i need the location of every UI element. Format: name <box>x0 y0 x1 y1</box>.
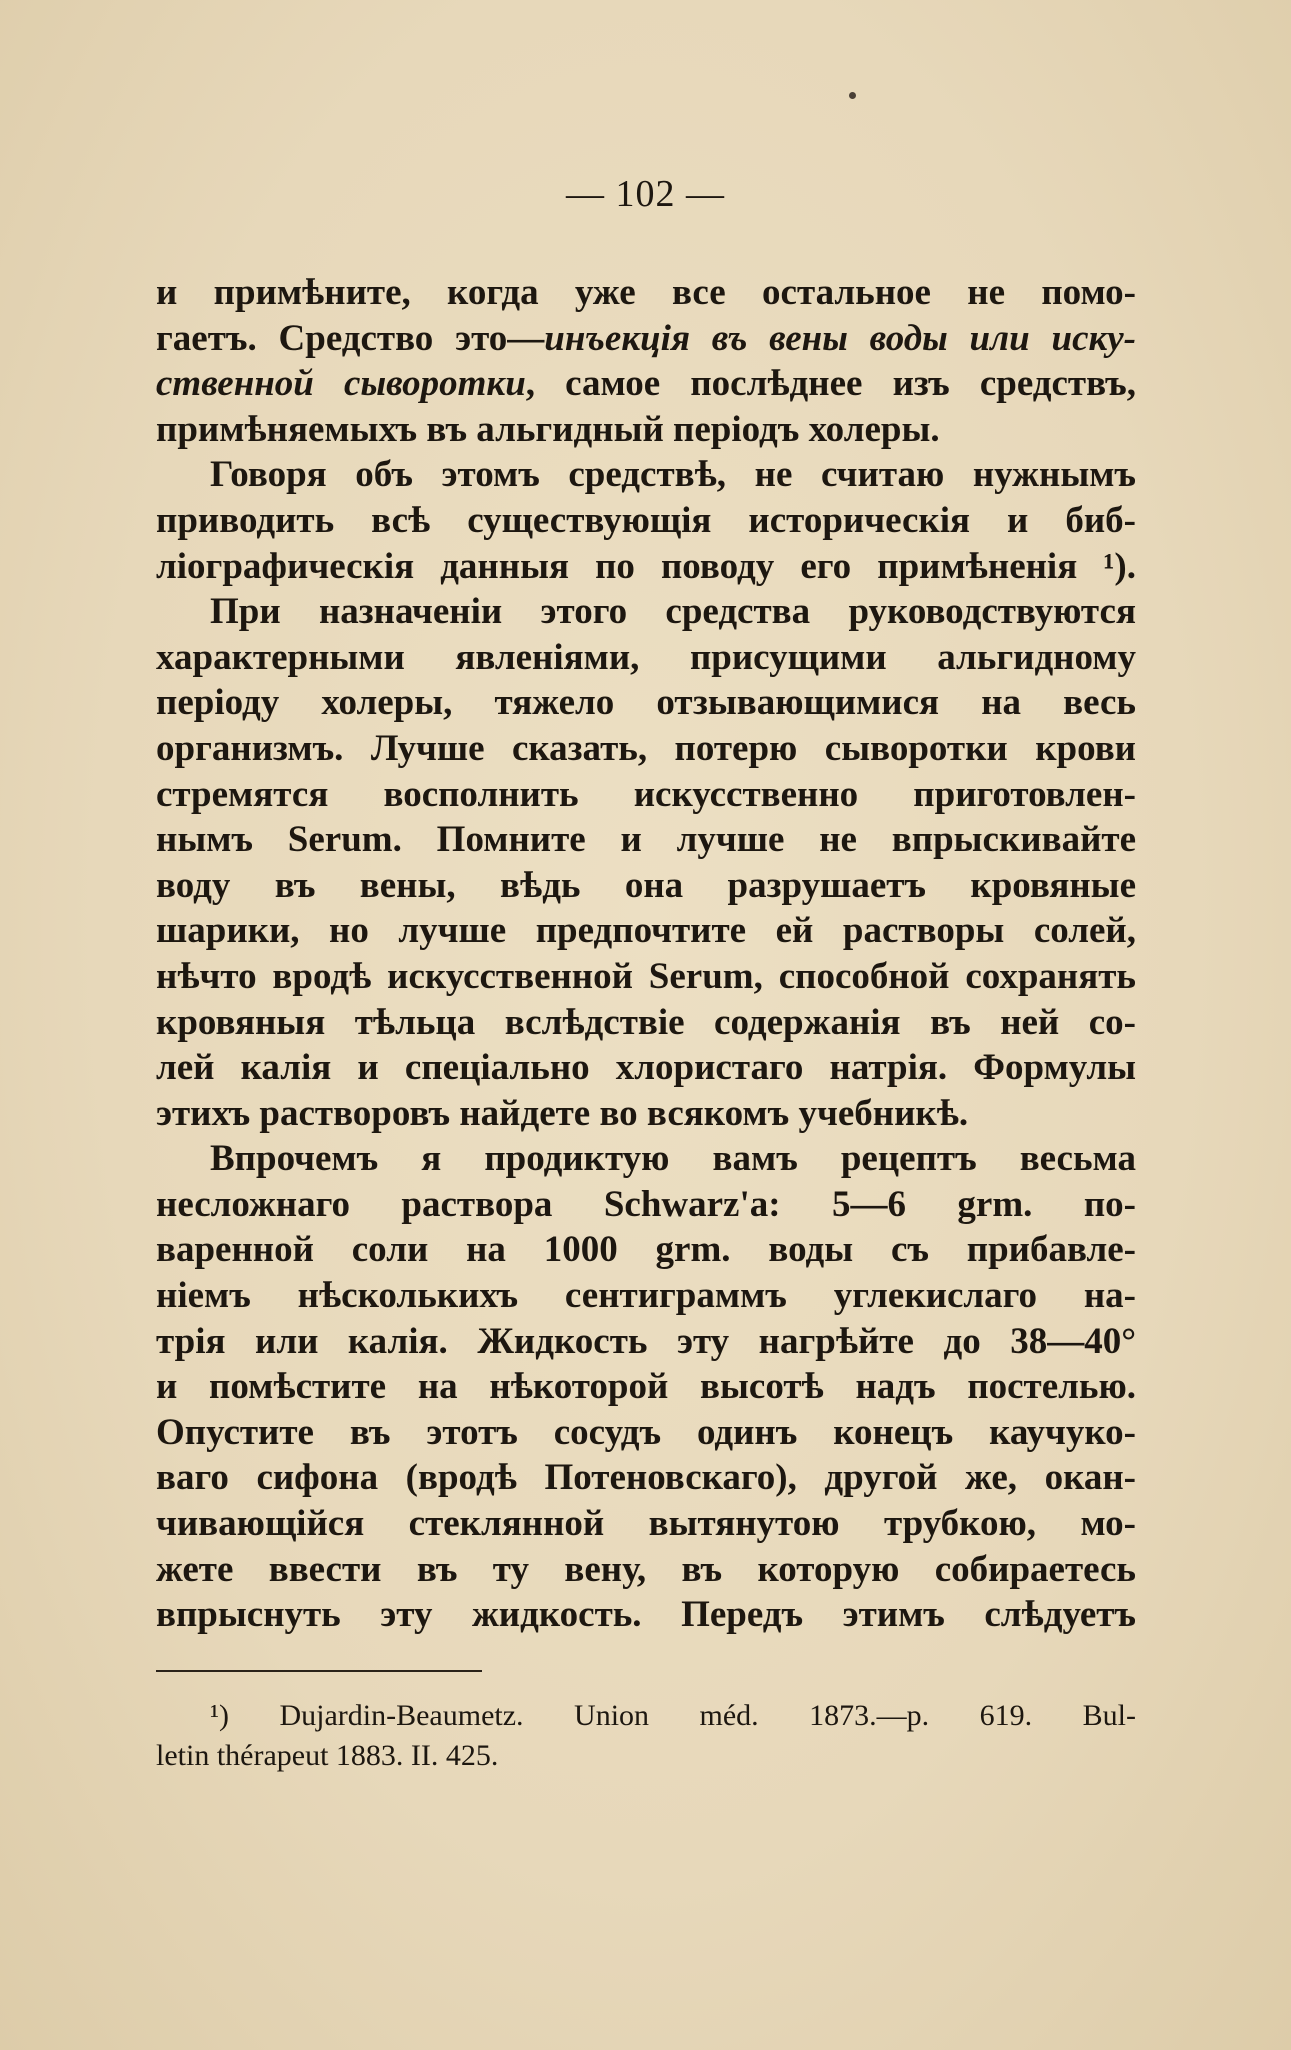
text-line <box>156 316 1136 362</box>
text-line: несложнаго раствора Schwarz'а: 5—6 grm. по- <box>156 1183 1136 1225</box>
text-line: ніемъ нѣсколькихъ сентиграммъ углекислаго на- <box>156 1275 1136 1317</box>
footnote-divider <box>156 1670 482 1672</box>
footnote-line: letin thérapeut 1883. II. 425. <box>156 1739 499 1772</box>
text-line: воду въ вены, вѣдь она разрушаетъ кровяные <box>156 864 1136 906</box>
text-line: и примѣните, когда уже все остальное не помо- <box>156 272 1136 313</box>
text-line: характерными явленіями, присущими альгидному <box>156 636 1136 678</box>
text-line: варенной соли на 1000 grm. воды съ прибавле- <box>156 1229 1136 1271</box>
text-line: лей калія и спеціально хлористаго натрія. Формулы <box>156 1047 1136 1089</box>
text-line: трія или калія. Жидкость эту нагрѣйте до 38—40° <box>156 1320 1136 1362</box>
footnote <box>156 1696 1136 1776</box>
text-line: приводить всѣ существующія историческія и биб- <box>156 499 1136 541</box>
italic-phrase: инъекція въ вены воды или иску- <box>544 317 1137 359</box>
text-line: Впрочемъ я продиктую вамъ рецептъ весьма <box>210 1138 1136 1180</box>
text-line: ваго сифона (вродѣ Потеновскаго), другой же, окан- <box>156 1457 1136 1499</box>
text-line: Говоря объ этомъ средствѣ, не считаю нужнымъ <box>210 454 1136 496</box>
text-line: Опустите въ этотъ сосудъ одинъ конецъ каучуко- <box>156 1411 1136 1453</box>
text-line-start: гаетъ. Средство это— <box>156 317 545 359</box>
text-line: организмъ. Лучше сказать, потерю сыворотки крови <box>156 727 1136 769</box>
text-line <box>156 361 1136 407</box>
text-line: нымъ Serum. Помните и лучше не впрыскивайте <box>156 819 1136 861</box>
text-line: ліографическія данныя по поводу его примѣненія ¹). <box>156 545 1136 587</box>
footnote-line: ¹) Dujardin-Beaumetz. Union méd. 1873.—p. 619. Bul- <box>210 1699 1136 1732</box>
text-line: чивающійся стеклянной вытянутою трубкою, мо- <box>156 1503 1136 1545</box>
text-line: стремятся восполнить искусственно приготовлен- <box>156 773 1136 815</box>
text-line: и помѣстите на нѣкоторой высотѣ надъ постелью. <box>156 1366 1136 1408</box>
body-text <box>156 270 1136 1638</box>
text-line: кровяныя тѣльца вслѣдствіе содержанія въ ней со- <box>156 1001 1136 1043</box>
text-line-rest: , самое послѣднее изъ средствъ, <box>525 363 1136 405</box>
text-line: шарики, но лучше предпочтите ей растворы солей, <box>156 910 1136 952</box>
page-number: — 102 — <box>566 173 725 215</box>
text-line: этихъ растворовъ найдете во всякомъ учебникѣ. <box>156 1092 969 1134</box>
italic-phrase: ственной сыворотки <box>156 363 526 405</box>
text-line: нѣчто вродѣ искусственной Serum, способной сохранять <box>156 955 1136 997</box>
ink-speck <box>849 92 856 99</box>
text-line: жете ввести въ ту вену, въ которую собираетесь <box>156 1548 1136 1590</box>
text-line: впрыснуть эту жидкость. Передъ этимъ слѣдуетъ <box>156 1594 1136 1636</box>
text-line: примѣняемыхъ въ альгидный періодъ холеры. <box>156 408 940 450</box>
text-line: періоду холеры, тяжело отзывающимися на весь <box>156 682 1136 724</box>
text-line: При назначеніи этого средства руководствуются <box>210 591 1136 633</box>
